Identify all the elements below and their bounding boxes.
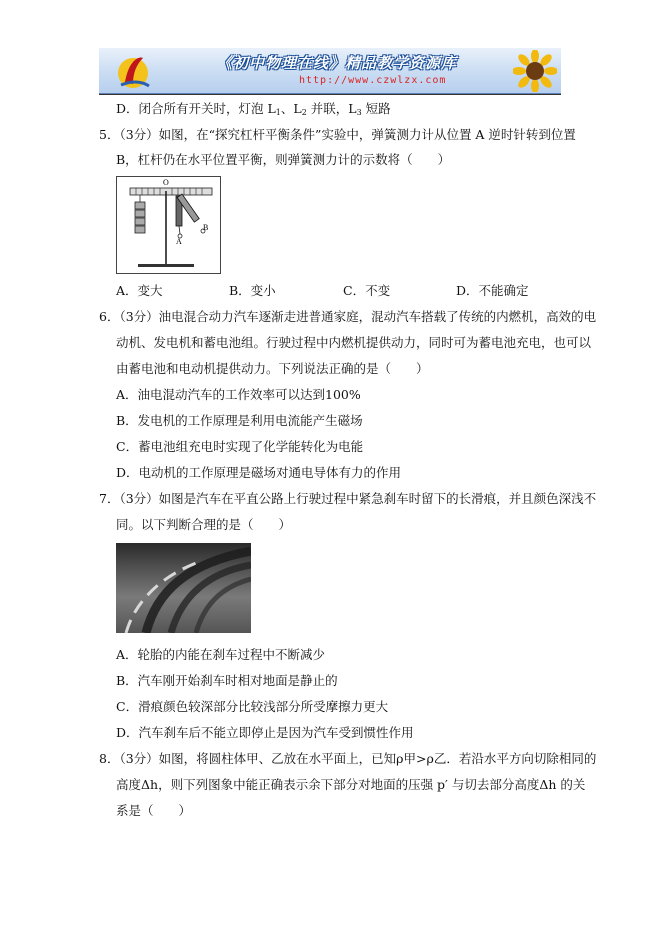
pivot-label: O — [163, 178, 169, 187]
q7-stem-line1: 7．（3分）如图是汽车在平直公路上行驶过程中紧急刹车时留下的长滑痕，并且颜色深浅不 — [99, 491, 597, 506]
q6-stem-line1: 6．（3分）油电混合动力汽车逐渐走进普通家庭，混动汽车搭载了传统的内燃机，高效的电 — [99, 309, 597, 324]
position-a-label: A — [176, 237, 182, 246]
logo-icon — [113, 52, 153, 90]
q6-stem-line3: 由蓄电池和电动机提供动力。下列说法正确的是（ ） — [116, 361, 429, 376]
q6-stem-line2: 动机、发电机和蓄电池组。行驶过程中内燃机提供动力，同时可为蓄电池充电，也可以 — [116, 335, 592, 350]
q6-option-d: D．电动机的工作原理是磁场对通电导体有力的作用 — [116, 465, 402, 480]
q6-option-a: A．油电混动汽车的工作效率可以达到100% — [116, 387, 361, 402]
skid-mark-photo — [116, 543, 251, 633]
q7-option-b: B．汽车刚开始刹车时相对地面是静止的 — [116, 673, 338, 688]
q5-stem-line2: B，杠杆仍在水平位置平衡，则弹簧测力计的示数将（ ） — [116, 152, 451, 167]
q8-stem-line2: 高度Δh，则下列图象中能正确表示余下部分对地面的压强 p′ 与切去部分高度Δh 的关 — [116, 777, 586, 792]
position-b-label: B — [203, 223, 209, 232]
sunflower-icon — [513, 50, 557, 92]
q7-option-d: D．汽车刹车后不能立即停止是因为汽车受到惯性作用 — [116, 725, 414, 740]
q8-stem-line1: 8．（3分）如图，将圆柱体甲、乙放在水平面上，已知ρ甲>ρ乙．若沿水平方向切除相同的 — [99, 751, 597, 766]
q4-option-d: D．闭合所有开关时，灯泡 $L_1$、$L_2$ 并联，$L_3$ 短路 — [116, 101, 391, 117]
banner-url: http://www.czwlzx.com — [299, 75, 447, 86]
q7-stem-line2: 同。以下判断合理的是（ ） — [116, 517, 292, 532]
q8-stem-line3: 系是（ ） — [116, 803, 192, 818]
q5-option-a: A．变大 — [116, 283, 163, 298]
header-rule — [99, 94, 561, 95]
banner-title: 《初中物理在线》精品教学资源库 — [217, 54, 458, 72]
q7-option-a: A．轮胎的内能在刹车过程中不断减少 — [116, 647, 326, 662]
q6-option-b: B．发电机的工作原理是利用电流能产生磁场 — [116, 413, 363, 428]
q7-option-c: C．滑痕颜色较深部分比较浅部分所受摩擦力更大 — [116, 699, 389, 714]
lever-figure — [116, 176, 221, 274]
q5-option-b: B．变小 — [229, 283, 276, 298]
q5-stem-line1: 5．（3分）如图，在“探究杠杆平衡条件”实验中，弹簧测力计从位置 A 逆时针转到位置 — [99, 127, 576, 142]
q5-option-c: C．不变 — [343, 283, 391, 298]
header-banner — [99, 48, 561, 95]
q6-option-c: C．蓄电池组充电时实现了化学能转化为电能 — [116, 439, 364, 454]
q5-option-d: D．不能确定 — [456, 283, 529, 298]
